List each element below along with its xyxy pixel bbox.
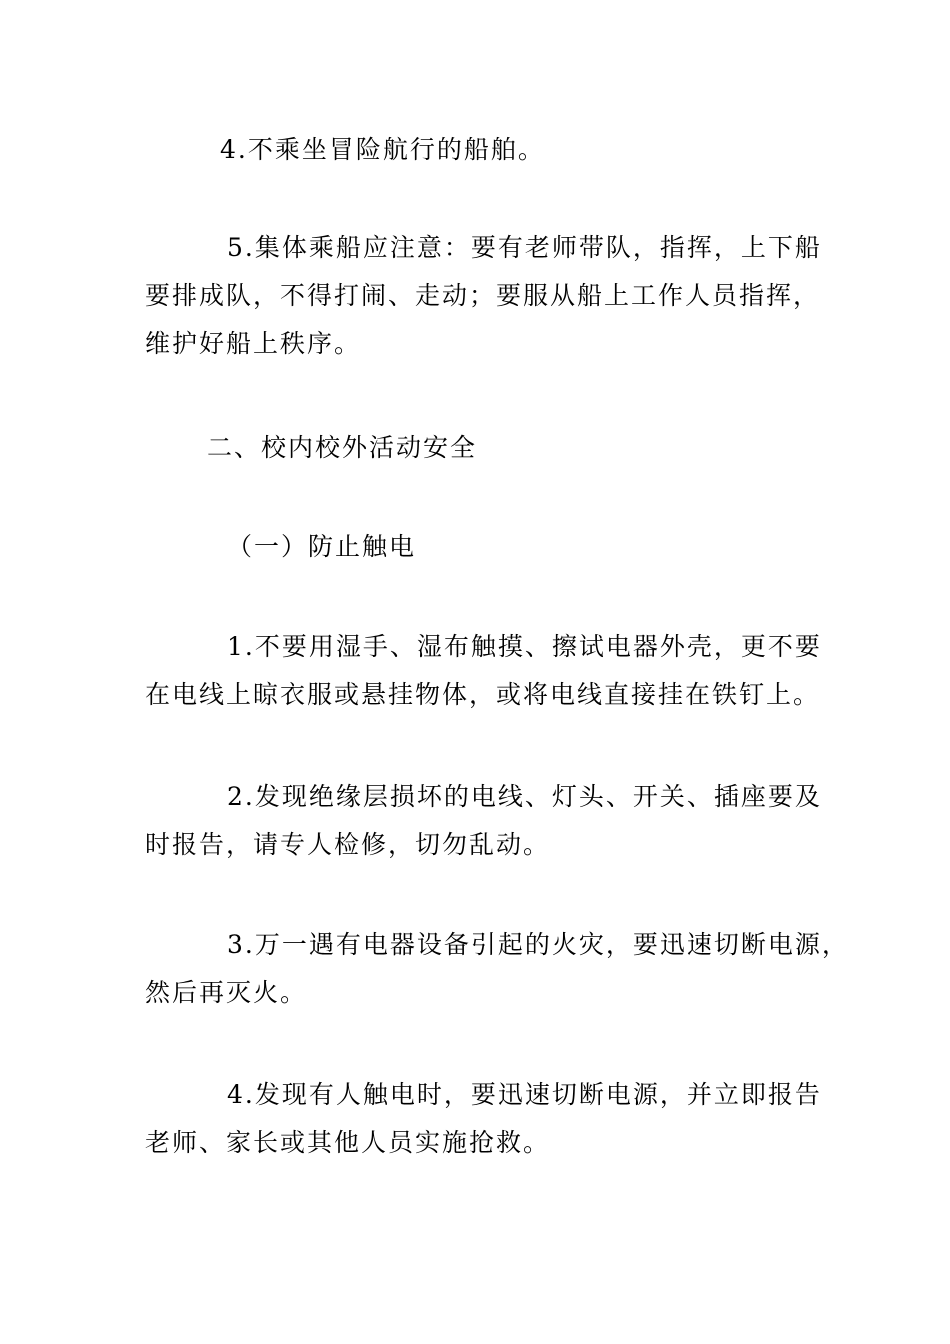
text-line: 时报告，请专人检修，切勿乱动。 [145,830,551,859]
section-heading [145,424,815,472]
paragraph-elec-3 [145,921,849,1017]
text-line: （一）防止触电 [227,532,417,561]
paragraph-elec-2 [145,773,822,869]
text-line: 4.发现有人触电时，要迅速切断电源，并立即报告 [227,1080,822,1109]
subsection-heading [145,523,815,571]
text-line: 在电线上晾衣服或悬挂物体，或将电线直接挂在铁钉上。 [145,680,821,709]
text-line: 要排成队，不得打闹、走动；要服从船上工作人员指挥， [145,281,821,310]
text-line: 4.不乘坐冒险航行的船舶。 [220,135,545,164]
text-line: 老师、家长或其他人员实施抢救。 [145,1128,551,1157]
text-line: 2.发现绝缘层损坏的电线、灯头、开关、插座要及 [227,782,822,811]
paragraph-elec-4 [145,1071,822,1167]
paragraph-boat-4 [145,126,815,174]
text-line: 5.集体乘船应注意：要有老师带队，指挥，上下船 [227,233,822,262]
paragraph-boat-5 [145,224,822,368]
text-line: 二、校内校外活动安全 [207,433,478,462]
text-line: 然后再灭火。 [145,978,308,1007]
text-line: 维护好船上秩序。 [145,329,362,358]
text-line: 3.万一遇有电器设备引起的火灾，要迅速切断电源， [227,930,849,959]
paragraph-elec-1 [145,623,822,719]
text-line: 1.不要用湿手、湿布触摸、擦试电器外壳，更不要 [227,632,822,661]
